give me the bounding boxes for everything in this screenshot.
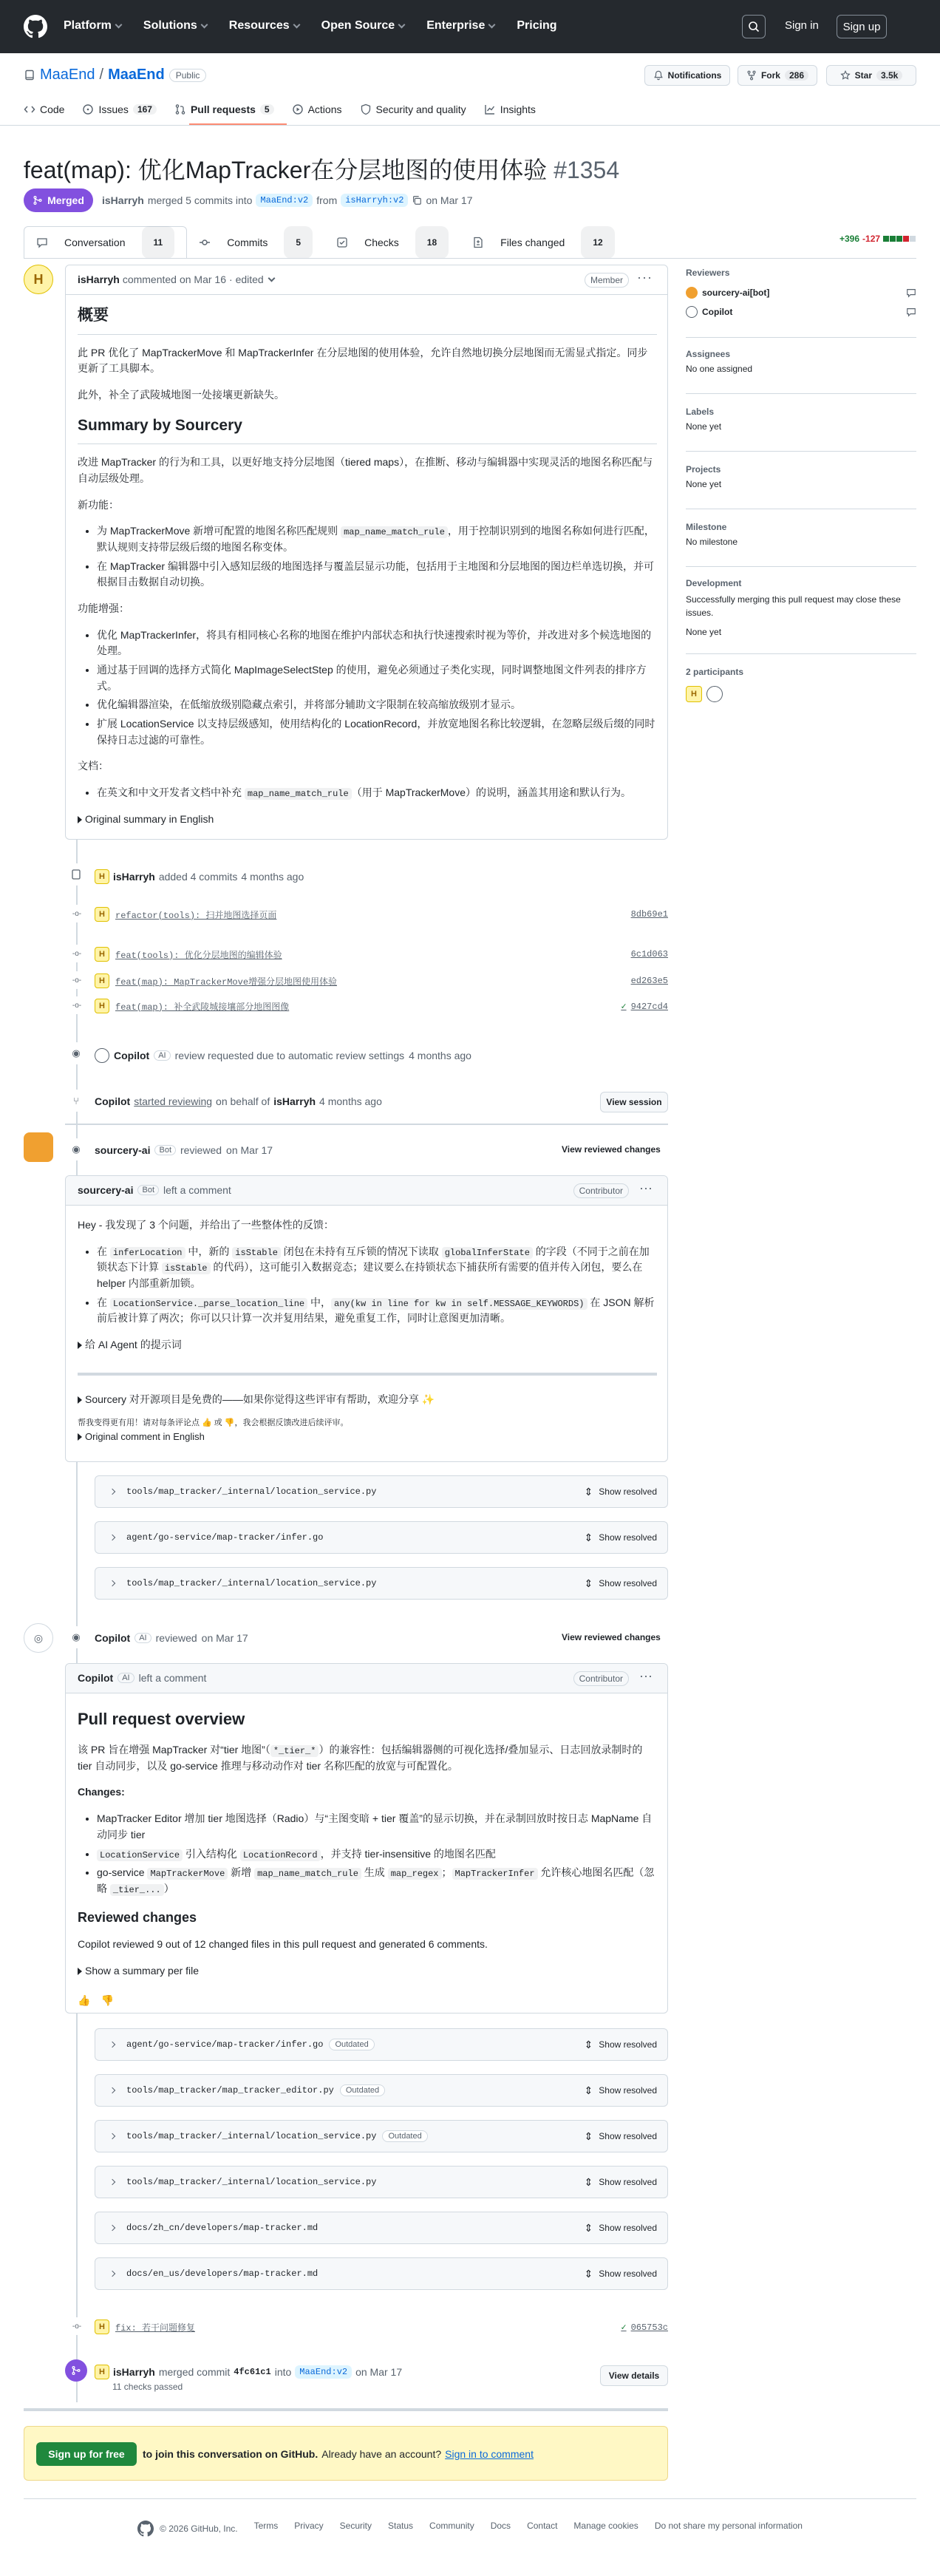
repo-owner-link[interactable]: MaaEnd [40, 67, 95, 83]
tab-security[interactable] [360, 103, 466, 115]
footer-link-cookies[interactable]: Manage cookies [573, 2521, 638, 2531]
already-text: Already have an account? [321, 2448, 442, 2460]
list-item: • 在 MapTracker 编辑器中引入感知层级的地图选择与覆盖层显示功能，包括用于主地图和分层地图的图边栏单选切换，并可根据目击数据自动切换。 [97, 559, 657, 591]
bell-icon [653, 70, 664, 81]
commit-icon [199, 237, 211, 248]
signup-banner [24, 2426, 668, 2481]
original-summary-toggle[interactable]: Original summary in English [78, 812, 657, 828]
repo-nav-divider [0, 125, 940, 126]
milestone-value: No milestone [686, 537, 738, 547]
bot-badge: Bot [137, 1185, 159, 1195]
commit-message[interactable]: fix: 若干问题修复 [115, 2322, 196, 2334]
check-icon: ✓ [621, 2322, 627, 2333]
labels-value: None yet [686, 421, 722, 432]
issue-list [78, 1244, 657, 1327]
notifications-button[interactable] [644, 65, 730, 86]
copilot-review-comment [65, 1663, 668, 2013]
reviewer-row[interactable]: sourcery-ai[bot] [686, 287, 916, 299]
commit-row [95, 2318, 668, 2336]
sign-in-link[interactable]: Sign in [785, 19, 819, 32]
nav-solutions[interactable]: Solutions [143, 19, 207, 33]
show-resolved-label: Show resolved [599, 1486, 657, 1497]
merged-event-dot [65, 2359, 87, 2382]
ai-badge: AI [117, 1673, 134, 1683]
summary-per-file-toggle[interactable]: Show a summary per file [78, 1963, 657, 1979]
heading-reviewed-changes: Reviewed changes [78, 1909, 197, 1925]
started-reviewing-link[interactable]: started reviewing [134, 1095, 213, 1107]
avatar[interactable]: H [95, 907, 109, 922]
star-button[interactable] [826, 65, 916, 86]
merge-icon [33, 195, 43, 205]
sign-up-button[interactable]: Sign up [837, 15, 887, 38]
view-reviewed-changes-button[interactable]: View reviewed changes [562, 1144, 661, 1155]
copilot-avatar [686, 306, 698, 318]
kebab-menu-icon[interactable]: ··· [639, 1180, 653, 1195]
footer-link-community[interactable]: Community [429, 2521, 474, 2531]
avatar[interactable]: H [95, 2320, 109, 2334]
list-item: • 在英文和中文开发者文档中补充 map_name_match_rule （用于 MapTrackerMove）的说明，涵盖其用途和默认行为。 [97, 785, 657, 801]
footer-link-contact[interactable]: Contact [527, 2521, 558, 2531]
eye-icon: ◉ [65, 1626, 87, 1648]
avatar[interactable]: H [95, 2365, 109, 2379]
commit-message[interactable]: feat(map): 补全武陵城接壤部分地图图像 [115, 1002, 290, 1013]
avatar[interactable]: H [95, 869, 109, 884]
event-author[interactable]: Copilot [114, 1050, 150, 1061]
timeline-break [65, 1124, 668, 1125]
merged-label: Merged [47, 194, 84, 206]
pr-title [24, 152, 619, 186]
avatar[interactable]: H [95, 999, 109, 1013]
enhancement-list [78, 628, 657, 749]
merged-state-badge [24, 188, 93, 212]
review-thread-file[interactable]: tools/map_tracker/_internal/location_service.py Outdated ⇕ Show resolved [95, 2120, 668, 2152]
list-item: • 优化编辑器渲染，在低缩放级别隐藏点索引，并将部分辅助文字限制在较高缩放级别才显示。 [97, 697, 657, 713]
visibility-badge: Public [169, 69, 207, 82]
sidebar [686, 268, 916, 699]
comment-header [78, 273, 274, 285]
tab-checks[interactable] [324, 226, 460, 259]
assignees-heading: Assignees [686, 349, 731, 359]
github-logo-icon[interactable] [24, 15, 47, 38]
review-thread-file[interactable]: agent/go-service/map-tracker/infer.go ⇕ Show resolved [95, 1521, 668, 1554]
repo-nav [24, 103, 536, 115]
base-branch[interactable]: MaaEnd:v2 [295, 2365, 352, 2379]
event-text: review requested due to automatic review settings [174, 1050, 405, 1061]
reaction-bar [78, 1993, 657, 2009]
pr-tabs-divider [24, 258, 916, 259]
nav-resources[interactable]: Resources [229, 19, 299, 33]
comment-author[interactable]: Copilot [78, 1672, 114, 1684]
show-resolved-label: Show resolved [599, 2131, 657, 2141]
diffstat-bar [883, 236, 916, 242]
checks-passed-text: 11 checks passed [112, 2382, 183, 2392]
show-resolved-label: Show resolved [599, 2177, 657, 2187]
shield-icon [360, 103, 372, 115]
commit-dot-icon: -o- [68, 996, 86, 1014]
commit-sha[interactable]: ✓ 065753c [621, 2322, 668, 2333]
projects-heading: Projects [686, 464, 721, 475]
reviewers-heading: Reviewers [686, 268, 730, 278]
comment-header [78, 1184, 231, 1196]
heading-overview: Pull request overview [78, 1710, 245, 1728]
outdated-badge: Outdated [340, 2084, 385, 2096]
event-author[interactable]: Copilot [95, 1095, 131, 1107]
development-text: Successfully merging this pull request may close these issues. [686, 594, 901, 618]
repo-name-link[interactable]: MaaEnd [108, 67, 165, 83]
show-resolved-label: Show resolved [599, 2269, 657, 2279]
footer-link-status[interactable]: Status [388, 2521, 414, 2531]
contributor-badge: Contributor [573, 1183, 629, 1198]
event-text: added 4 commits [158, 871, 238, 883]
view-details-button[interactable]: View details [600, 2365, 668, 2386]
head-branch[interactable]: isHarryh:v2 [341, 194, 408, 207]
copilot-reviewed-event [95, 1632, 248, 1644]
list-item: • 在 LocationService._parse_location_line 中， any(kw in line for kw in self.MESSAGE_KEYWORDS) 在 JSON 解析前后被计算了两次；你可以只计算一次并复用结果，避免重复工作，同时让意图更加清晰。 [97, 1295, 657, 1327]
merge-date: on Mar 17 [426, 194, 473, 206]
star-icon [840, 70, 851, 81]
event-date[interactable]: 4 months ago [241, 871, 304, 883]
tab-count: 5 [284, 226, 313, 259]
tab-label: Pull requests [190, 103, 256, 115]
tab-insights[interactable] [484, 103, 536, 115]
heading-overview: 概要 [78, 304, 657, 335]
event-date[interactable]: on Mar 17 [201, 1632, 248, 1644]
avatar[interactable]: H [24, 265, 53, 294]
event-text: merged commit [158, 2366, 231, 2378]
tab-count: 18 [415, 226, 449, 259]
additions: +396 [839, 234, 860, 244]
tab-label: Files changed [500, 237, 565, 248]
tab-code[interactable] [24, 103, 64, 115]
tab-label: Insights [500, 103, 536, 115]
global-nav [64, 19, 557, 33]
original-comment-toggle[interactable]: Original comment in English [78, 1430, 657, 1444]
commit-dot-icon: -o- [68, 945, 86, 962]
merge-text: merged 5 commits into [147, 194, 253, 206]
tab-label: Commits [227, 237, 268, 248]
nav-open-source[interactable]: Open Source [321, 19, 405, 33]
sourcery-review-comment [65, 1175, 668, 1462]
added-commits-event [95, 869, 304, 884]
show-resolved-label: Show resolved [599, 1532, 657, 1543]
review-thread-file[interactable]: agent/go-service/map-tracker/infer.go Outdated ⇕ Show resolved [95, 2028, 668, 2061]
repo-title [24, 67, 206, 84]
tab-actions[interactable] [292, 103, 342, 115]
list-item: • 扩展 LocationService 以支持层级感知，使用结构化的 LocationRecord，并放宽地图名称比较逻辑，在忽略层级后缀的同时保持日志过滤的可靠性。 [97, 716, 657, 748]
issue-icon [82, 103, 94, 115]
view-reviewed-changes-button[interactable]: View reviewed changes [562, 1632, 661, 1642]
branch-icon: ⑂ [65, 1090, 87, 1112]
review-thread-file[interactable]: tools/map_tracker/_internal/location_service.py ⇕ Show resolved [95, 2166, 668, 2198]
divider [78, 1373, 657, 1376]
avatar[interactable] [706, 686, 723, 702]
issues-count: 167 [133, 104, 157, 115]
commit-row [95, 905, 668, 923]
review-thread-file[interactable]: docs/en_us/developers/map-tracker.md ⇕ Show resolved [95, 2257, 668, 2290]
pr-count: 5 [260, 104, 274, 115]
star-count: 3.5k [876, 70, 902, 81]
paragraph: Changes: [78, 1786, 125, 1798]
show-resolved-label: Show resolved [599, 2085, 657, 2096]
event-text: reviewed [155, 1632, 197, 1644]
base-branch[interactable]: MaaEnd:v2 [256, 194, 313, 207]
thumbs-up-icon[interactable]: 👍 [78, 1994, 91, 2006]
review-thread-file[interactable]: tools/map_tracker/map_tracker_editor.py Outdated ⇕ Show resolved [95, 2074, 668, 2107]
tab-label: Issues [98, 103, 129, 115]
ai-badge: AI [154, 1050, 170, 1061]
tab-pull-requests[interactable] [174, 103, 274, 115]
graph-icon [484, 103, 496, 115]
commit-message[interactable]: feat(map): MapTrackerMove增强分层地图使用体验 [115, 976, 338, 988]
participants-heading: 2 participants [686, 667, 744, 677]
event-text: into [274, 2366, 292, 2378]
signup-prompt: to join this conversation on GitHub. [143, 2448, 319, 2460]
footer-link-terms[interactable]: Terms [253, 2521, 279, 2531]
commit-dot-icon: -o- [68, 971, 86, 989]
heading-summary: Summary by Sourcery [78, 414, 657, 445]
sign-up-for-free-button[interactable]: Sign up for free [36, 2442, 137, 2466]
labels-heading: Labels [686, 407, 715, 417]
fork-count: 286 [785, 70, 808, 81]
tab-commits[interactable] [187, 226, 324, 259]
global-header [0, 0, 940, 53]
tab-files-changed[interactable] [460, 226, 627, 259]
sourcery-avatar [686, 287, 698, 299]
sourcery-avatar[interactable] [24, 1132, 53, 1162]
pr-title-text: feat(map): 优化MapTracker在分层地图的使用体验 [24, 157, 548, 183]
avatar[interactable]: H [95, 947, 109, 962]
contributor-badge: Contributor [573, 1671, 629, 1686]
footer-copyright: © 2026 GitHub, Inc. [137, 2521, 238, 2537]
kebab-menu-icon[interactable]: ··· [637, 270, 653, 285]
commit-sha[interactable]: ed263e5 [630, 976, 668, 986]
started-reviewing-event [95, 1095, 382, 1107]
member-badge: Member [585, 273, 629, 288]
paragraph: Hey - 我发现了 3 个问题，并给出了一些整体性的反馈： [78, 1219, 334, 1231]
comment-icon [906, 288, 916, 298]
notifications-label: Notifications [667, 70, 722, 81]
event-date[interactable]: 4 months ago [409, 1050, 471, 1061]
sidebar-divider [686, 337, 916, 338]
footer-divider [24, 2498, 916, 2499]
comment-icon [906, 307, 916, 317]
copilot-avatar[interactable]: ◎ [24, 1623, 53, 1653]
file-diff-icon [472, 237, 484, 248]
edited-label[interactable]: · edited [229, 273, 264, 285]
development-heading: Development [686, 578, 742, 588]
tab-label: Code [40, 103, 65, 115]
event-author[interactable]: isHarryh [113, 871, 155, 883]
outdated-badge: Outdated [329, 2039, 374, 2050]
tab-conversation[interactable] [24, 226, 187, 259]
code-icon [24, 103, 35, 115]
merge-commit-sha[interactable]: 4fc61c1 [234, 2367, 271, 2377]
review-thread-file[interactable]: tools/map_tracker/_internal/location_service.py ⇕ Show resolved [95, 1567, 668, 1600]
show-resolved-label: Show resolved [599, 2039, 657, 2050]
milestone-heading: Milestone [686, 522, 727, 532]
repo-push-icon [70, 869, 82, 880]
fork-label: Fork [760, 70, 780, 81]
tab-label: Security and quality [375, 103, 466, 115]
commit-row [95, 972, 668, 990]
eye-icon: ◉ [65, 1042, 87, 1064]
show-resolved-label: Show resolved [599, 1578, 657, 1588]
comment-header [78, 1672, 206, 1684]
footer-link-privacy[interactable]: Privacy [294, 2521, 324, 2531]
tab-label: Conversation [64, 237, 126, 248]
github-logo-icon[interactable] [137, 2521, 154, 2537]
comment-author[interactable]: isHarryh [78, 273, 120, 285]
paragraph: Copilot reviewed 9 out of 12 changed files in this pull request and generated 6 comments. [78, 1938, 488, 1951]
reviewer-row[interactable]: Copilot [686, 306, 916, 318]
paragraph: 新功能： [78, 498, 119, 511]
list-item: • 在 inferLocation 中，新的 isStable 闭包在未持有互斥锁的情况下读取 globalInferState 的字段（不同于之前在加锁状态下计算 isStable 的代码），这可能引入数据竞态；建议要么在持锁状态下捕获所有需要的值并传入闭包，要么在 helper 内部重新加锁。 [97, 1244, 657, 1292]
comment-meta: commented [122, 273, 177, 285]
list-item: • go-service MapTrackerMove 新增 map_name_match_rule 生成 map_regex ； MapTrackerInfer 允许核心地图名匹配（忽略 _tier_... ） [97, 1865, 657, 1897]
event-text: on behalf of [216, 1095, 270, 1107]
pr-number: #1354 [554, 157, 620, 183]
footer [0, 2521, 940, 2537]
review-thread-file[interactable]: tools/map_tracker/_internal/location_service.py ⇕ Show resolved [95, 1475, 668, 1508]
review-thread-file[interactable]: docs/zh_cn/developers/map-tracker.md ⇕ Show resolved [95, 2212, 668, 2244]
merged-event [95, 2365, 402, 2379]
nav-pricing[interactable]: Pricing [517, 19, 557, 32]
paragraph: 此外，补全了武陵城地图一处接壤更新缺失。 [78, 388, 285, 401]
paragraph: 文档： [78, 760, 109, 772]
star-label: Star [854, 70, 872, 81]
event-text: reviewed [180, 1144, 222, 1156]
paragraph: 此 PR 优化了 MapTrackerMove 和 MapTrackerInfer 在分层地图的使用体验，允许自然地切换分层地图而无需显式指定。同步更新了工具脚本。 [78, 346, 648, 375]
signup-text [143, 2448, 534, 2460]
pr-author-link[interactable]: isHarryh [102, 194, 144, 206]
commit-sha[interactable]: ✓ 9427cd4 [621, 1001, 668, 1012]
copilot-avatar[interactable] [95, 1048, 109, 1063]
commit-row [95, 945, 668, 963]
help-text: 帮我变得更有用！请对每条评论点 👍 或 👎，我会根据反馈改进后续评审。 [78, 1418, 349, 1427]
deletions: -127 [862, 234, 881, 244]
search-icon [748, 21, 760, 33]
list-item: • 优化 MapTrackerInfer，将具有相同核心名称的地图在维护内部状态和执行快速搜索时视为等价，并改进对多个候选地图的处理。 [97, 628, 657, 659]
copy-icon[interactable] [412, 195, 422, 205]
avatar[interactable]: H [95, 973, 109, 988]
comment-icon [36, 237, 48, 248]
outdated-badge: Outdated [382, 2130, 427, 2142]
footer-link-docs[interactable]: Docs [490, 2521, 511, 2531]
footer-link-security[interactable]: Security [339, 2521, 372, 2531]
event-date[interactable]: on Mar 17 [355, 2366, 403, 2378]
pr-tabs [24, 226, 627, 259]
list-item: • MapTracker Editor 增加 tier 地图选择（Radio）与“主图变暗 + tier 覆盖”的显示切换，并在录制回放时按日志 MapName 自动同步 tier [97, 1811, 657, 1843]
ai-prompt-toggle[interactable]: 给 AI Agent 的提示词 [78, 1337, 657, 1353]
push-event-dot [65, 863, 87, 886]
sourcery-free-toggle[interactable]: Sourcery 对开源项目是免费的——如果你觉得这些评审有帮助，欢迎分享 ✨ [78, 1392, 657, 1408]
paragraph: 该 PR 旨在增强 MapTracker 对“tier 地图”（ *_tier_* ）的兼容性：包括编辑器侧的可视化选择/叠加显示、日志回放录制时的 tier 自动同步，以及 go-service 推理与移动动作对 tier 名称匹配的放宽与可配置化。 [78, 1744, 643, 1772]
event-date[interactable]: 4 months ago [319, 1095, 382, 1107]
commit-message[interactable]: feat(tools): 优化分层地图的编辑体验 [115, 950, 282, 961]
projects-value: None yet [686, 479, 722, 489]
pull-request-icon [174, 103, 186, 115]
comment-date[interactable]: on Mar 16 [179, 273, 227, 285]
paragraph: 改进 MapTracker 的行为和工具，以更好地支持分层地图（tiered maps），在推断、移动与编辑器中实现灵活的地图名称匹配与自动层级处理。 [78, 456, 653, 484]
commit-row [95, 997, 668, 1015]
tab-label: Actions [307, 103, 342, 115]
repo-icon [24, 69, 35, 81]
search-button[interactable] [742, 15, 766, 38]
view-session-button[interactable]: View session [600, 1092, 668, 1112]
fork-button[interactable] [738, 65, 817, 86]
merge-icon [71, 2365, 81, 2376]
nav-enterprise[interactable]: Enterprise [426, 19, 494, 33]
event-date[interactable]: on Mar 17 [226, 1144, 273, 1156]
tab-count: 12 [581, 226, 614, 259]
pr-description-comment [65, 265, 668, 840]
comment-author[interactable]: sourcery-ai [78, 1184, 134, 1196]
tab-count: 11 [142, 226, 175, 259]
commit-message[interactable]: refactor(tools): 扫并地图选择页面 [115, 910, 277, 921]
checklist-icon [336, 237, 348, 248]
comment-body [78, 1217, 657, 1444]
commit-sha[interactable]: 6c1d063 [630, 949, 668, 959]
sign-in-to-comment-link[interactable]: Sign in to comment [445, 2448, 534, 2460]
from-text: from [316, 194, 338, 206]
timeline-end [24, 2408, 668, 2411]
commit-sha[interactable]: 8db69e1 [630, 909, 668, 920]
merge-summary [102, 194, 473, 207]
assignees-value: No one assigned [686, 364, 753, 374]
docs-list [78, 785, 657, 801]
participants-avatars [686, 686, 743, 702]
avatar[interactable]: H [686, 686, 702, 702]
timeline-line [76, 835, 78, 2402]
event-author[interactable]: isHarryh [113, 2366, 155, 2378]
event-author[interactable]: Copilot [95, 1632, 131, 1644]
tab-issues[interactable] [82, 103, 157, 115]
changes-list [78, 1811, 657, 1897]
development-value: None yet [686, 627, 722, 637]
commit-dot-icon: -o- [68, 2317, 86, 2335]
commit-dot-icon: -o- [68, 905, 86, 922]
thumbs-down-icon[interactable]: 👎 [101, 1994, 114, 2006]
check-icon: ✓ [621, 1001, 627, 1012]
comment-meta: left a comment [138, 1672, 207, 1684]
list-item: • 通过基于回调的选择方式简化 MapImageSelectStep 的使用，避免必须通过子类化实现，同时调整地图文件列表的排序方式。 [97, 662, 657, 694]
event-author[interactable]: sourcery-ai [95, 1144, 151, 1156]
tab-label: Checks [364, 237, 399, 248]
paragraph: 功能增强： [78, 602, 129, 614]
bot-badge: Bot [154, 1145, 176, 1155]
kebab-menu-icon[interactable]: ··· [639, 1668, 653, 1683]
sourcery-reviewed-event [95, 1144, 273, 1156]
play-icon [292, 103, 304, 115]
event-user[interactable]: isHarryh [273, 1095, 316, 1107]
repo-separator: / [99, 67, 104, 83]
ai-badge: AI [134, 1633, 151, 1643]
nav-platform[interactable]: Platform [64, 19, 121, 33]
footer-link-do-not-share[interactable]: Do not share my personal information [654, 2521, 803, 2531]
comment-body [78, 304, 657, 828]
show-resolved-label: Show resolved [599, 2223, 657, 2233]
comment-meta: left a comment [163, 1184, 231, 1196]
feature-list [78, 523, 657, 591]
list-item: • 为 MapTrackerMove 新增可配置的地图名称匹配规则 map_name_match_rule ，用于控制识别到的地图名称如何进行匹配，默认规则支持带层级后缀的地图名称变体。 [97, 523, 657, 555]
list-item: • LocationService 引入结构化 LocationRecord ，并支持 tier-insensitive 的地图名匹配 [97, 1846, 657, 1863]
fork-icon [746, 70, 757, 81]
diffstat [839, 234, 916, 244]
comment-body [78, 1707, 657, 2009]
review-requested-event [95, 1048, 471, 1063]
eye-icon: ◉ [65, 1138, 87, 1160]
